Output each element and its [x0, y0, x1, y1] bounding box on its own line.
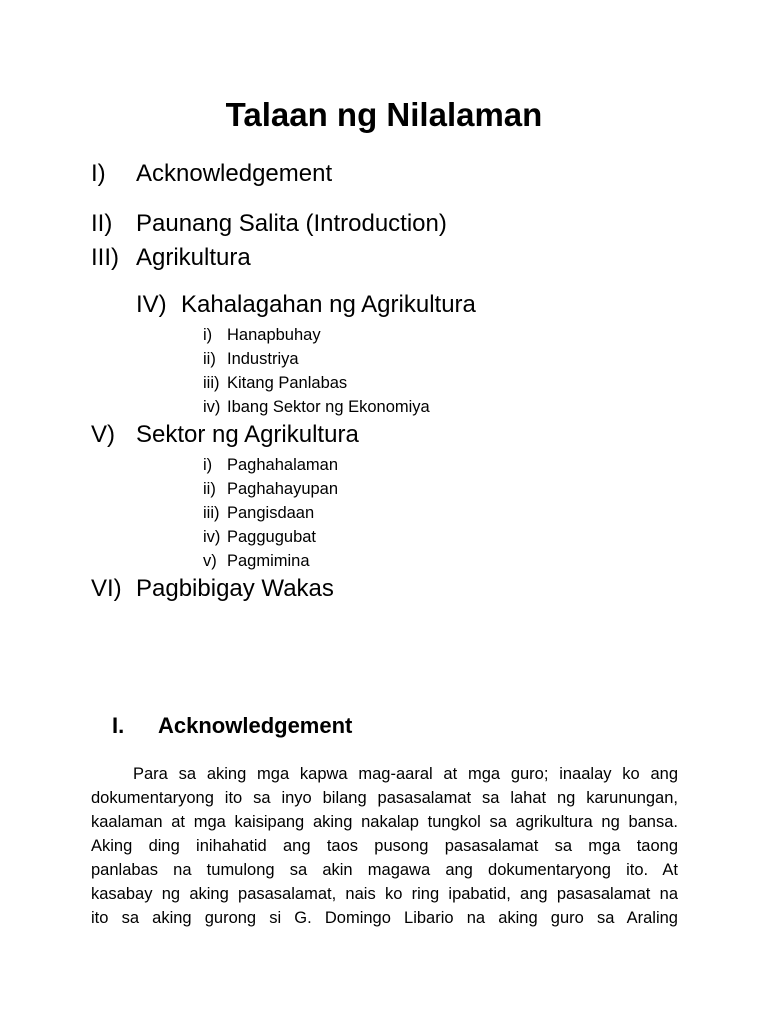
- toc-subitem-number: ii): [203, 350, 216, 368]
- toc-subitem-number: iv): [203, 528, 221, 546]
- toc-item-number: V): [91, 421, 115, 448]
- toc-subitem-number: v): [203, 552, 217, 570]
- toc-subitem-label: Pagmimina: [227, 552, 310, 570]
- section-number: I.: [112, 713, 125, 738]
- toc-item-label: Kahalagahan ng Agrikultura: [181, 291, 476, 318]
- toc-subitem-label: Ibang Sektor ng Ekonomiya: [227, 398, 430, 416]
- toc-subitem-label: Industriya: [227, 350, 299, 368]
- paragraph-line: kasabay ng aking pasasalamat, nais ko ring ipabatid, ang pasasalamat na: [91, 885, 678, 903]
- page-title: Talaan ng Nilalaman: [225, 96, 543, 133]
- toc-subitem-number: iv): [203, 398, 221, 416]
- toc-subitem-number: iii): [203, 504, 220, 522]
- toc-subitem-label: Paghahayupan: [227, 480, 339, 498]
- toc-subitem-number: ii): [203, 480, 216, 498]
- toc-item-label: Agrikultura: [136, 244, 251, 271]
- toc-item-number: II): [91, 210, 113, 237]
- paragraph-line: Aking ding inihahatid ang taos pusong pasasalamat sa mga taong: [91, 837, 678, 855]
- toc-subitem-label: Hanapbuhay: [227, 326, 321, 344]
- toc-item-label: Sektor ng Agrikultura: [136, 421, 359, 448]
- toc-item-number: VI): [91, 575, 122, 602]
- toc-subitem-label: Paggugubat: [227, 528, 317, 546]
- toc-subitem-label: Paghahalaman: [227, 456, 339, 474]
- toc-item-label: Acknowledgement: [136, 160, 333, 187]
- toc-item-label: Pagbibigay Wakas: [136, 575, 334, 602]
- toc-subitem-number: i): [203, 326, 213, 344]
- paragraph-line: Para sa aking mga kapwa mag-aaral at mga guro; inaalay ko ang: [133, 765, 678, 783]
- paragraph-line: panlabas na tumulong sa akin magawa ang dokumentaryong ito. At: [91, 861, 678, 879]
- toc-subitem-label: Pangisdaan: [227, 504, 315, 522]
- toc-subitem-number: i): [203, 456, 213, 474]
- paragraph-line: ito sa aking gurong si G. Domingo Libario na aking guro sa Araling: [91, 909, 678, 927]
- toc-subitem-number: iii): [203, 374, 220, 392]
- toc-item-number: I): [91, 160, 106, 187]
- toc-item-number: III): [91, 244, 119, 271]
- toc-item-label: Paunang Salita (Introduction): [136, 210, 447, 237]
- section-title: Acknowledgement: [158, 713, 353, 738]
- toc-item-number: IV): [136, 291, 167, 318]
- paragraph-line: dokumentaryong ito sa inyo bilang pasasalamat sa lahat ng karunungan,: [91, 789, 678, 807]
- toc-subitem-label: Kitang Panlabas: [227, 374, 348, 392]
- paragraph-line: kaalaman at mga kaisipang aking nakalap tungkol sa agrikultura ng bansa.: [91, 813, 678, 831]
